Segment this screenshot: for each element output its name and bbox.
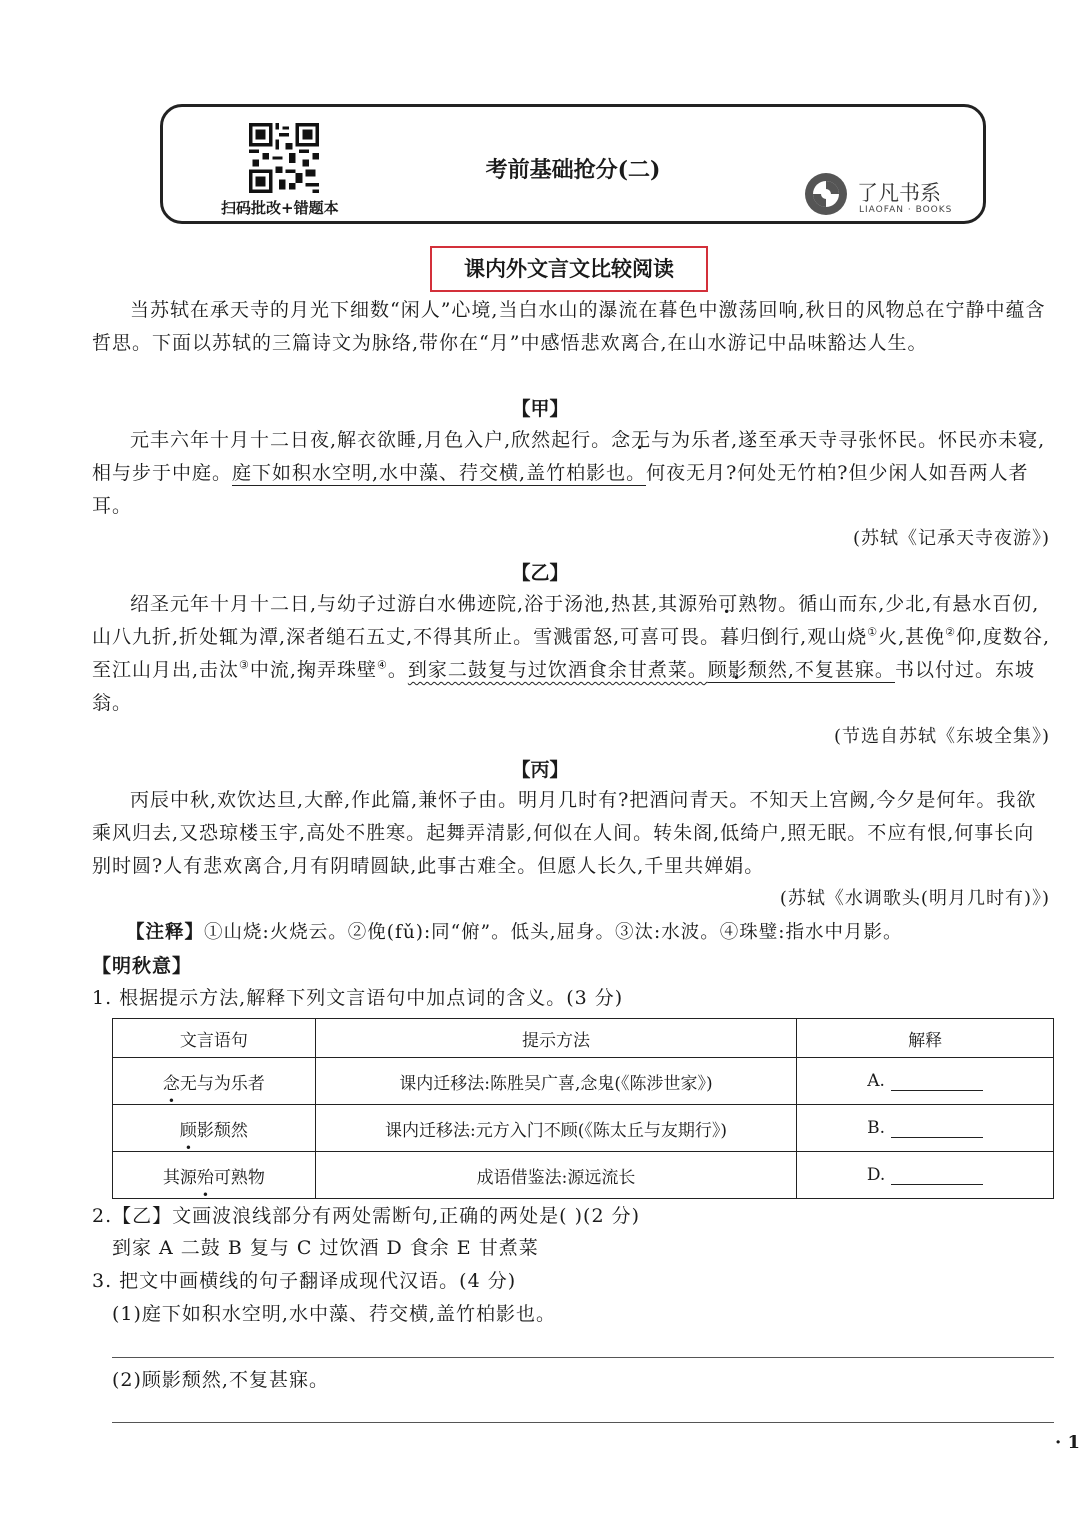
page-number: · 1	[1054, 1432, 1080, 1453]
note-ref-4: ④	[376, 658, 388, 672]
brand-logo-icon	[803, 171, 849, 217]
answer-blank[interactable]	[891, 1073, 983, 1091]
yi-underlined-sentence	[708, 659, 895, 683]
yi-text-5: 中流,掬弄珠壁	[249, 659, 377, 681]
answer-blank[interactable]	[891, 1167, 983, 1185]
table-header: 文言语句	[113, 1019, 316, 1058]
bing-paragraph: 丙辰中秋,欢饮达旦,大醉,作此篇,兼怀子由。明月几时有?把酒问青天。不知天上宫阙,今夕是何年。我欲乘风归去,又恐琼楼玉宇,高处不胜寒。起舞弄清影,何似在人间。转朱阁,低绮户,照无眠。不应有恨,何事长向别时圆?人有悲欢离合,月有阴晴圆缺,此事古难全。但愿人长久,千里共婵娟。	[92, 789, 1037, 877]
header-box	[160, 104, 986, 224]
jia-dotted-word: 念	[611, 429, 632, 451]
notes	[126, 916, 1066, 949]
method-cell: 成语借鉴法:源远流长	[315, 1152, 796, 1199]
question-3: 3. 把文中画横线的句子翻译成现代汉语。(4 分)	[92, 1270, 517, 1292]
question-3-sentence-2: (2)顾影颓然,不复甚寐。	[112, 1369, 329, 1391]
brand-subtitle: LIAOFAN · BOOKS	[859, 205, 953, 215]
qr-caption: 扫码批改+错题本	[221, 199, 339, 217]
jia-label: 【甲】	[511, 398, 569, 420]
note-ref-3: ③	[239, 658, 250, 672]
question-2-options: 到家 A 二鼓 B 复与 C 过饮酒 D 食余 E 甘煮菜	[112, 1237, 539, 1259]
dotted-word: 殆	[196, 1167, 214, 1188]
answer-cell[interactable]: B.	[797, 1105, 1054, 1152]
jia-text-1: 元丰六年十月十二日夜,解衣欲睡,月色入户,欣然起行。	[130, 429, 612, 451]
question-2: 2.【乙】文画波浪线部分有两处需断句,正确的两处是( )(2 分)	[92, 1205, 640, 1227]
answer-cell[interactable]: D.	[797, 1152, 1054, 1199]
note-ref-1: ①	[867, 625, 879, 639]
table-row	[113, 1105, 1054, 1152]
notes-label: 【注释】	[126, 922, 205, 943]
sentence-cell: 其源殆可熟物	[113, 1152, 316, 1199]
yi-text-1: 绍圣元年十月十二日,与幼子过游白水佛迹院,浴于汤池,热甚,其源	[130, 593, 699, 615]
yi-text-6: 。	[387, 659, 408, 681]
yi-dotted-word: 殆	[698, 593, 719, 615]
section-title: 课内外文言文比较阅读	[430, 246, 708, 292]
answer-line-2[interactable]	[112, 1422, 1054, 1423]
bing-label: 【丙】	[511, 759, 569, 781]
sentence-cell: 念无与为乐者	[113, 1058, 316, 1105]
yi-text-7: 书以付过。东坡翁。	[92, 659, 1035, 714]
jia-text-2: 无与为乐者,遂至承天寺寻张怀民。怀民亦未寝,相与步于中庭。	[92, 429, 1046, 484]
brand	[803, 171, 963, 221]
dotted-word: 念	[162, 1073, 180, 1094]
jia-text-3: 何夜无月?何处无竹柏?但少闲人如吾两人者耳。	[92, 462, 1029, 517]
question-3-sentence-1: (1)庭下如积水空明,水中藻、荇交横,盖竹柏影也。	[112, 1303, 556, 1325]
sentence-cell: 顾影颓然	[113, 1105, 316, 1152]
yi-underlined-dotted-word: 顾	[707, 659, 728, 681]
table-header-row	[113, 1019, 1054, 1058]
section-mingqiuyi: 【明秋意】	[92, 955, 193, 977]
table-header: 提示方法	[315, 1019, 796, 1058]
yi-text-4: 仰,度数谷,至江山月出,击汰	[92, 626, 1051, 681]
table-row	[113, 1152, 1054, 1199]
bing-source: (苏轼《水调歌头(明月几时有)》)	[779, 888, 1050, 909]
yi-label: 【乙】	[511, 562, 569, 584]
yi-source: (节选自苏轼《东坡全集》)	[833, 726, 1050, 747]
note-ref-2: ②	[945, 625, 956, 639]
yi-paragraph	[92, 588, 1054, 720]
dotted-word: 顾	[179, 1120, 197, 1141]
yi-text-3: 火,甚俛	[878, 626, 946, 648]
jia-underlined-sentence: 庭下如积水空明,水中藻、荇交横,盖竹柏影也。	[232, 462, 647, 484]
question-1: 1. 根据提示方法,解释下列文言语句中加点词的含义。(3 分)	[92, 987, 624, 1009]
jia-paragraph	[92, 424, 1054, 523]
table-row	[113, 1058, 1054, 1105]
question-1-table	[112, 1018, 1054, 1199]
notes-text: ①山烧:火烧云。②俛(fǔ):同“俯”。低头,屈身。③汰:水波。④珠璧:指水中月影。	[204, 922, 903, 943]
table-header: 解释	[797, 1019, 1054, 1058]
jia-source: (苏轼《记承天寺夜游》)	[852, 528, 1050, 549]
header-title: 考前基础抢分(二)	[485, 157, 661, 183]
answer-line-1[interactable]	[112, 1357, 1054, 1358]
yi-underlined-rest: 影颓然,不复甚寐。	[727, 659, 895, 681]
yi-text-2: 可熟物。循山而东,少北,有悬水百仞,山八九折,折处辄为潭,深者缒石五丈,不得其所止。雪溅雷怒,可喜可畏。暮归倒行,观山烧	[92, 593, 1040, 648]
answer-blank[interactable]	[891, 1120, 983, 1138]
yi-wavy-sentence: 到家二鼓复与过饮酒食余甘煮菜。	[407, 659, 708, 681]
answer-cell[interactable]: A.	[797, 1058, 1054, 1105]
brand-name: 了凡书系	[857, 181, 941, 205]
intro-paragraph: 当苏轼在承天寺的月光下细数“闲人”心境,当白水山的瀑流在暮色中激荡回响,秋日的风物总在宁静中蕴含哲思。下面以苏轼的三篇诗文为脉络,带你在“月”中感悟悲欢离合,在山水游记中品味豁达人生。	[92, 299, 1046, 354]
method-cell: 课内迁移法:陈胜吴广喜,念鬼(《陈涉世家》)	[315, 1058, 796, 1105]
method-cell: 课内迁移法:元方入门不顾(《陈太丘与友期行》)	[315, 1105, 796, 1152]
